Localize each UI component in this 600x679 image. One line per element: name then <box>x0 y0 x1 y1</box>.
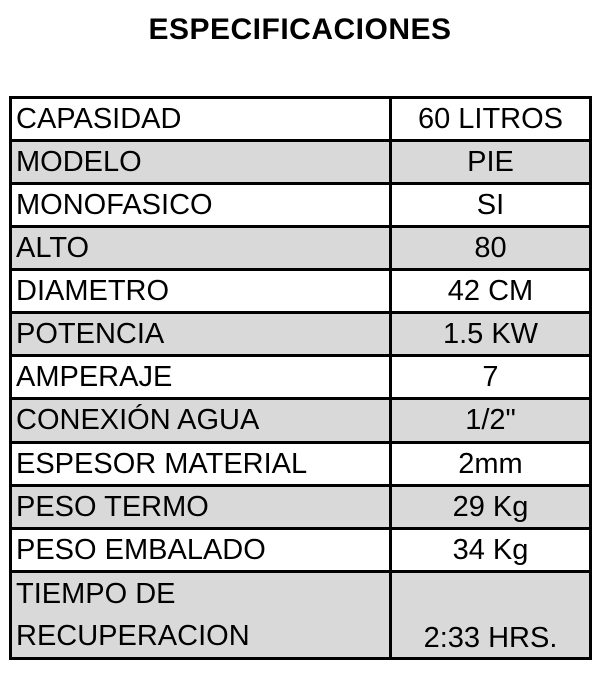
row-value: 2:33 HRS. <box>391 571 591 658</box>
table-row-capacity <box>11 98 591 141</box>
row-value: 29 Kg <box>391 485 591 528</box>
row-label: CONEXIÓN AGUA <box>11 399 391 442</box>
row-label: TIEMPO DE RECUPERACION <box>11 571 391 658</box>
row-label: ESPESOR MATERIAL <box>11 442 391 485</box>
row-label: PESO TERMO <box>11 485 391 528</box>
row-label: ALTO <box>11 227 391 270</box>
row-value: 80 <box>391 227 591 270</box>
table-row-heater-weight <box>11 485 591 528</box>
row-label: MODELO <box>11 141 391 184</box>
row-value: 7 <box>391 356 591 399</box>
row-label: DIAMETRO <box>11 270 391 313</box>
row-value: 1/2" <box>391 399 591 442</box>
row-value: 60 LITROS <box>391 98 591 141</box>
row-value: PIE <box>391 141 591 184</box>
row-value: 34 Kg <box>391 528 591 571</box>
table-row-power <box>11 313 591 356</box>
row-value: SI <box>391 184 591 227</box>
row-label: CAPASIDAD <box>11 98 391 141</box>
specifications-table <box>9 96 592 660</box>
row-value: 2mm <box>391 442 591 485</box>
row-label: MONOFASICO <box>11 184 391 227</box>
row-label: PESO EMBALADO <box>11 528 391 571</box>
table-row-height <box>11 227 591 270</box>
table-row-material-thickness <box>11 442 591 485</box>
row-label: POTENCIA <box>11 313 391 356</box>
table-row-monophase <box>11 184 591 227</box>
table-row-amperage <box>11 356 591 399</box>
table-row-diameter <box>11 270 591 313</box>
table-row-water-connection <box>11 399 591 442</box>
table-row-recovery-time <box>11 571 591 658</box>
row-value: 42 CM <box>391 270 591 313</box>
table-row-model <box>11 141 591 184</box>
table-row-packed-weight <box>11 528 591 571</box>
row-value: 1.5 KW <box>391 313 591 356</box>
page-title: ESPECIFICACIONES <box>148 13 452 46</box>
row-label: AMPERAJE <box>11 356 391 399</box>
